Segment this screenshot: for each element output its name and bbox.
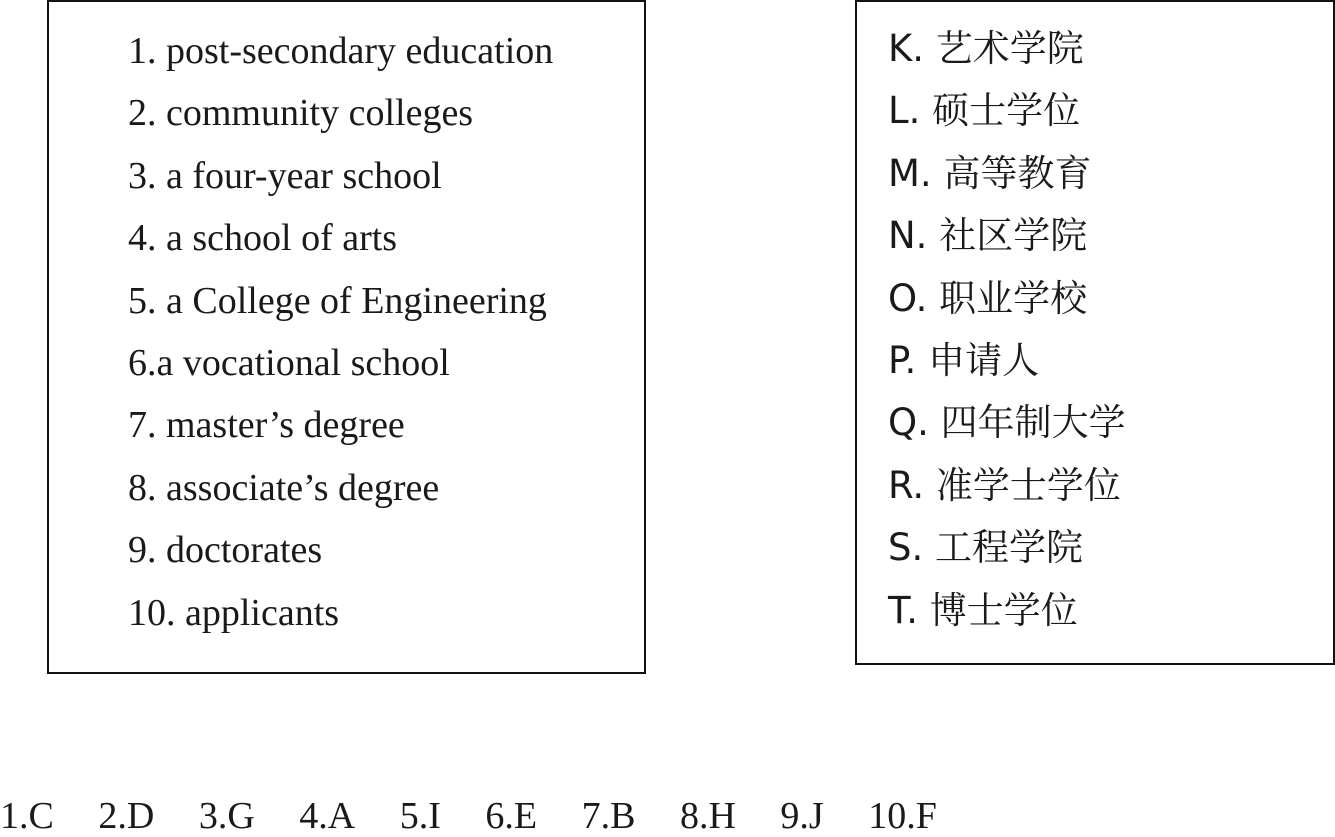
chinese-term-m: M. 高等教育 xyxy=(888,151,1092,195)
english-term-5: 5. a College of Engineering xyxy=(128,279,547,322)
chinese-term-t: T. 博士学位 xyxy=(888,588,1078,632)
chinese-term-o: O. 职业学校 xyxy=(888,276,1088,320)
chinese-term-k: K. 艺术学院 xyxy=(888,27,1084,70)
chinese-term-r: R. 准学士学位 xyxy=(888,463,1121,507)
english-terms-box xyxy=(47,0,646,674)
answer-4: 4.A xyxy=(299,795,356,837)
chinese-term-p: P. 申请人 xyxy=(888,338,1040,382)
answer-1: 1.C xyxy=(0,795,54,837)
answer-3: 3.G xyxy=(198,795,255,837)
chinese-term-n: N. 社区学院 xyxy=(888,214,1088,258)
english-term-2: 2. community colleges xyxy=(128,92,474,135)
english-term-1: 1. post-secondary education xyxy=(128,30,554,72)
chinese-term-q: Q. 四年制大学 xyxy=(888,401,1126,445)
answer-8: 8.H xyxy=(679,795,736,837)
chinese-terms-list xyxy=(888,26,1126,650)
english-term-7: 7. master’s degree xyxy=(128,404,405,447)
chinese-term-s: S. 工程学院 xyxy=(888,526,1084,570)
answer-5: 5.I xyxy=(399,795,441,837)
answer-2: 2.D xyxy=(98,795,155,837)
english-terms-list xyxy=(128,28,553,652)
english-term-9: 9. doctorates xyxy=(128,529,323,572)
english-term-8: 8. associate’s degree xyxy=(128,466,440,509)
answer-7: 7.B xyxy=(581,795,636,837)
chinese-terms-box xyxy=(855,0,1335,665)
chinese-term-l: L. 硕士学位 xyxy=(888,89,1081,133)
english-term-10: 10. applicants xyxy=(128,591,340,634)
english-term-3: 3. a four-year school xyxy=(128,154,442,197)
answer-9: 9.J xyxy=(780,795,824,837)
english-term-4: 4. a school of arts xyxy=(128,217,398,260)
answer-10: 10.F xyxy=(868,795,937,837)
answer-6: 6.E xyxy=(485,795,538,837)
english-term-6: 6.a vocational school xyxy=(128,341,450,384)
answer-key xyxy=(0,796,937,836)
